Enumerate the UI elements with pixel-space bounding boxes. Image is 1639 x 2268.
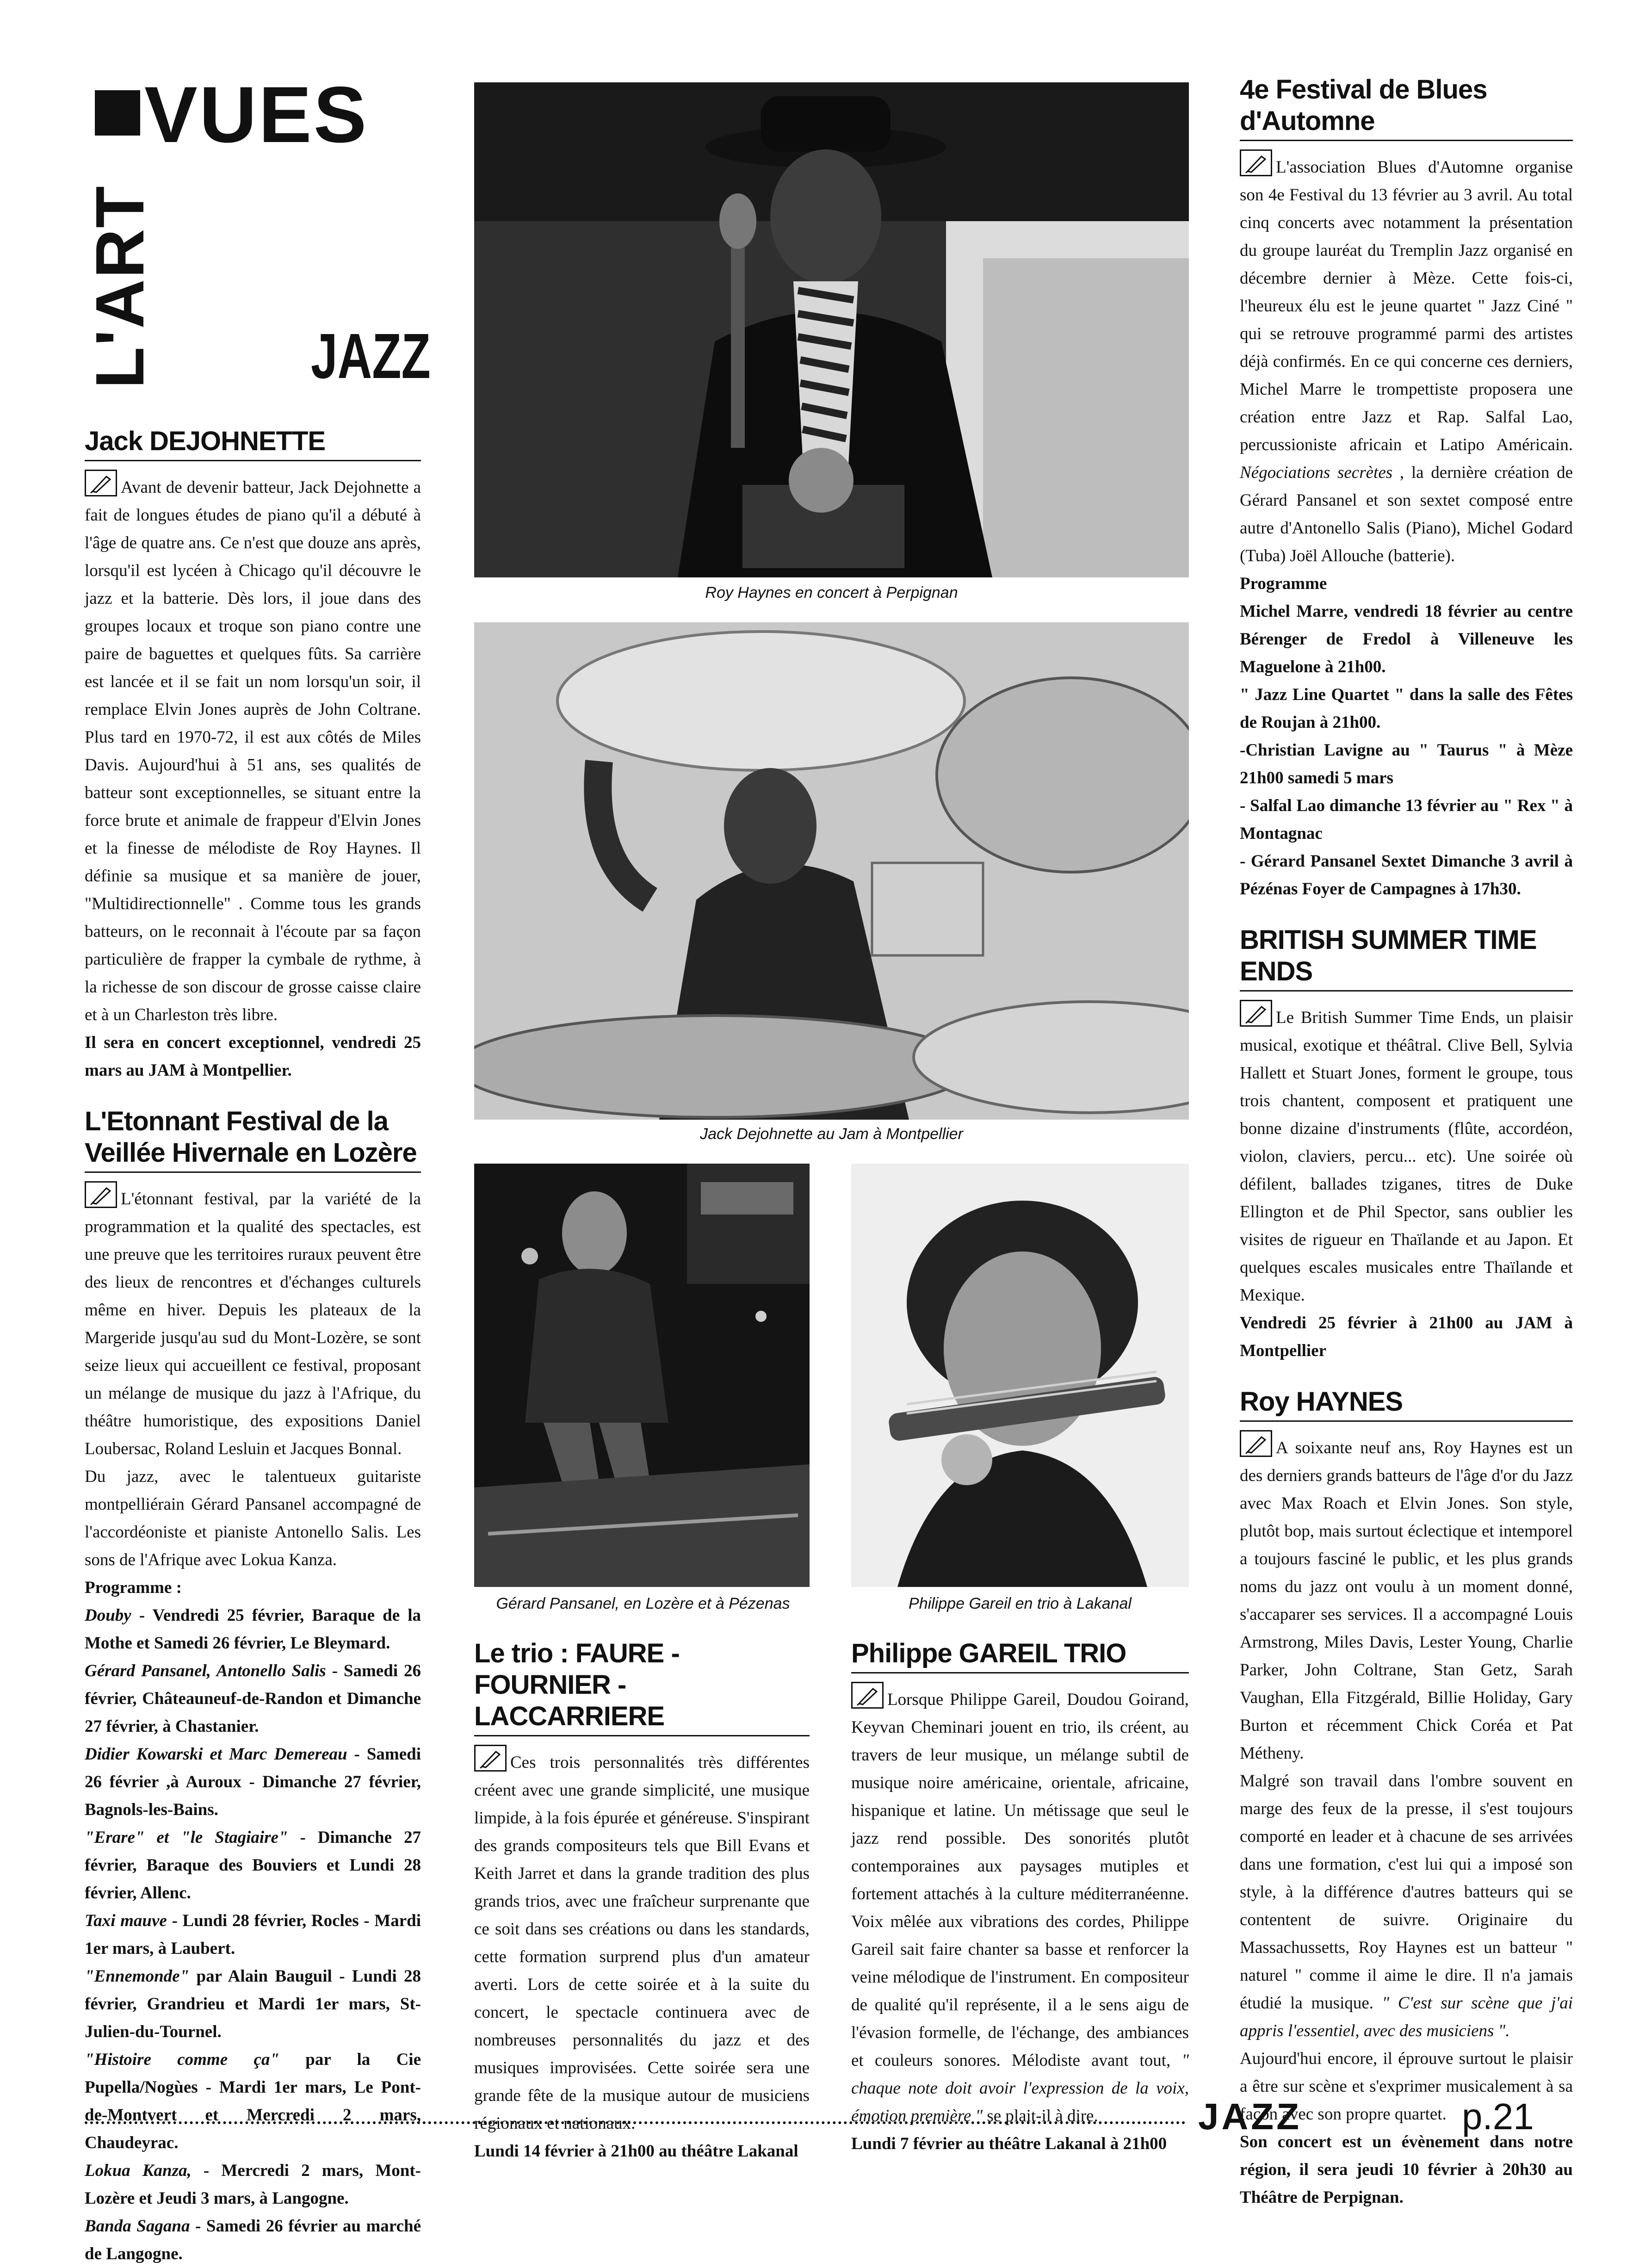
trio-heading-line1: Le trio : FAURE - FOURNIER - — [474, 1638, 680, 1700]
lozere-heading — [85, 1106, 421, 1173]
masthead-word-lart: L'ART — [82, 185, 158, 389]
haynes-concert: Son concert est un évènement dans notre région, il sera jeudi 10 février à 20h30 au Théâtre de Perpignan. — [1240, 2132, 1573, 2207]
lozere-program-list — [85, 1602, 421, 2268]
british-body: Le British Summer Time Ends, un plaisir musical, exotique et théâtral. Clive Bell, Sylvia Hallett et Stuart Jones, forment le groupe, tous trois chantent, composent et pratiquent une bonne dizaine d'instruments (flûte, accordéon, violon, claviers, percu... etc). Une soirée où défilent, ballades tziganes, titres de Duke Ellington et de Phil Spector, sans oublier les visites de rigueur en Thaïlande et au Japon. Et quelques escales musicales entre Thaïlande et Mexique. — [1240, 1000, 1573, 1309]
list-item: Michel Marre, vendredi 18 février au centre Bérenger de Fredol à Villeneuve les Maguelone à 21h00. — [1240, 602, 1573, 676]
dejohnette-concert: Il sera en concert exceptionnel, vendredi 25 mars au JAM à Montpellier. — [85, 1033, 421, 1080]
caption-gerard-pansanel: Gérard Pansanel, en Lozère et à Pézenas — [496, 1595, 790, 1612]
list-item: "Histoire comme ça" par la Cie Pupella/Nogùes - Mardi 1er mars, Le Pont-de-Montvert et Mercredi 2 mars, Chaudeyrac. — [85, 2050, 421, 2152]
british-heading: BRITISH SUMMER TIME ENDS — [1240, 924, 1573, 991]
masthead-word-vues: VUES — [144, 70, 369, 159]
list-item: - Gérard Pansanel Sextet Dimanche 3 avril à Pézénas Foyer de Campagnes à 17h30. — [1240, 852, 1573, 899]
list-item: - Salfal Lao dimanche 13 février au " Rex " à Montagnac — [1240, 796, 1573, 843]
gareil-date: Lundi 7 février au théâtre Lakanal à 21h00 — [851, 2134, 1167, 2153]
page-number: p.21 — [1462, 2096, 1534, 2137]
list-item: Douby - Vendredi 25 février, Baraque de la Mothe et Samedi 26 février, Le Bleymard. — [85, 1606, 421, 1653]
lozere-program-label: Programme : — [85, 1578, 182, 1597]
list-item: Banda Sagana - Samedi 26 février au marché de Langogne. — [85, 2217, 421, 2263]
masthead-section-jazz: JAZZ — [311, 321, 431, 392]
blues-program-list — [1240, 598, 1573, 903]
caption-jack-dejohnette: Jack Dejohnette au Jam à Montpellier — [700, 1125, 963, 1143]
footer-dotted-rule — [85, 2121, 1186, 2124]
caption-philippe-gareil: Philippe Gareil en trio à Lakanal — [909, 1595, 1132, 1612]
dejohnette-body: Avant de devenir batteur, Jack Dejohnette a fait de longues études de piano qu'il a débuté à l'âge de quatre ans. Ce n'est que douze ans après, lorsqu'il est lycéen à Chicago qu'il découvre le jazz et la batterie. Dès lors, il joue dans des groupes locaux et troque son piano contre une paire de baguettes et quelques fûts. Sa carrière est lancée et il se fait un nom lorsqu'un soir, il remplace Elvin Jones auprès de John Coltrane. Plus tard en 1970-72, il est aux côtés de Miles Davis. Aujourd'hui à 51 ans, ses qualités de batteur sont exceptionnelles, se situant entre la force brute et animale de frappeur d'Elvin Jones et la finesse de mélodiste de Roy Haynes. Il définie sa musique et sa manière de jouer, "Multidirectionnelle" . Comme tous les grands batteurs, on le reconnait à l'écoute par sa façon particulière de frapper la cymbale de rythme, à la richesse de son discour de grosse caisse claire et à un Charleston très libre. — [85, 470, 421, 1029]
british-date: Vendredi 25 février à 21h00 au JAM à Montpellier — [1240, 1314, 1573, 1360]
pen-icon — [1240, 149, 1272, 176]
blues-program-label: Programme — [1240, 574, 1327, 593]
haynes-body-intro: A soixante neuf ans, Roy Haynes est un des derniers grands batteurs de l'âge d'or du Jazz avec Max Roach et Elvin Jones. Son style, plutôt bop, mais surtout éclectique et intemporel a toujours fasciné le public, et les plus grands noms du jazz ont voulu à un moment donné, s'accaparer ses services. Il a accompagné Louis Armstrong, Miles Davis, Lester Young, Charlie Parker, John Coltrane, Stan Getz, Sarah Vaughan, Ella Fitzgérald, Billie Holiday, Gary Burton et récemment Chick Coréa et Pat Métheny. — [1240, 1430, 1573, 1767]
pen-icon — [1240, 1430, 1272, 1457]
list-item: Gérard Pansanel, Antonello Salis - Samedi 26 février, Châteauneuf-de-Randon et Dimanche 27 février, à Chastanier. — [85, 1661, 421, 1736]
trio-date: Lundi 14 février à 21h00 au théâtre Lakanal — [474, 2142, 798, 2161]
haynes-body-today: Aujourd'hui encore, il éprouve surtout le plaisir a être sur scène et s'exprimer musicalement à sa façon avec son propre quartet. — [1240, 2049, 1573, 2124]
blues-heading: 4e Festival de Blues d'Automne — [1240, 74, 1573, 141]
list-item: Taxi mauve - Lundi 28 février, Rocles - Mardi 1er mars, à Laubert. — [85, 1911, 421, 1958]
list-item: " Jazz Line Quartet " dans la salle des Fêtes de Roujan à 21h00. — [1240, 685, 1573, 732]
footer-section: JAZZ — [1198, 2096, 1302, 2137]
pen-icon — [851, 1682, 884, 1709]
photo-jack-dejohnette — [474, 622, 1189, 1120]
list-item: -Christian Lavigne au " Taurus " à Mèze 21h00 samedi 5 mars — [1240, 741, 1573, 787]
haynes-body-career: Malgré son travail dans l'ombre souvent en marge des feux de la presse, il s'est toujours comporté en leader et à chacune de ses arrivées dans une formation, c'est lui qui a imposé son style, à la différence d'autres batteurs qui se contentent de suivre. Originaire du Massachussetts, Roy Haynes est un batteur " naturel " comme il aime le dire. Il n'a jamais étudié la musique. " C'est sur scène que j'ai appris l'essentiel, avec des musiciens ". — [1240, 1772, 1573, 2040]
trio-article — [474, 1638, 810, 2165]
trio-heading — [474, 1638, 810, 1736]
lozere-body-intro: L'étonnant festival, par la variété de la programmation et la qualité des spectacles, est une preuve que les territoires ruraux peuvent être des lieux de rencontres et d'échanges culturels même en hiver. Depuis les plateaux de la Margeride jusqu'au sud du Mont-Lozère, se sont seize lieux qui accueillent ce festival, proposant un mélange de musique du jazz à l'Afrique, du théâtre humoristique, des expositions Daniel Loubersac, Roland Lesluin et Jacques Bonnal. — [85, 1181, 421, 1463]
photo-roy-haynes-art — [474, 82, 1189, 577]
lozere-heading-line2: Veillée Hivernale en Lozère — [85, 1138, 417, 1168]
haynes-heading: Roy HAYNES — [1240, 1386, 1573, 1422]
caption-roy-haynes: Roy Haynes en concert à Perpignan — [705, 584, 958, 601]
photo-jack-dejohnette-art — [474, 622, 1189, 1120]
pen-icon — [474, 1745, 507, 1772]
gareil-article — [851, 1638, 1189, 2158]
dejohnette-heading: Jack DEJOHNETTE — [85, 426, 421, 461]
list-item: "Ennemonde" par Alain Bauguil - Lundi 28 février, Grandrieu et Mardi 1er mars, St-Julien-du-Tournel. — [85, 1967, 421, 2041]
trio-body: Ces trois personnalités très différentes créent avec une grande simplicité, une musique limpide, à la fois épurée et généreuse. S'inspirant des grands compositeurs tels que Bill Evans et Keith Jarret et dans la grande tradition des plus grands trios, avec une fraîcheur surprenante que ce soit dans ses créations ou dans les standards, cette formation surprend plus d'un amateur averti. Lors de cette soirée et à la suite du concert, le spectacle continuera avec de nombreuses personnalités du jazz et des musiques improvisées. Cette soirée sera une grande fête de la musique autour de musiciens régionaux et nationaux. — [474, 1745, 810, 2138]
photo-gerard-pansanel-art — [474, 1164, 810, 1587]
photo-philippe-gareil — [851, 1164, 1189, 1587]
pen-icon — [85, 1181, 117, 1208]
blues-body: L'association Blues d'Automne organise son 4e Festival du 13 février au 3 avril. Au total cinq concerts avec notamment la présentation du groupe lauréat du Tremplin Jazz organisé en décembre dernier à Mèze. Cette fois-ci, l'heureux élu est le jeune quartet " Jazz Ciné " qui se retrouve programmé parmi des artistes déjà confirmés. En ce qui concerne ces derniers, Michel Marre le trompettiste proposera une création entre Jazz et Rap. Salfal Lao, percussioniste africain et Latipo Américain. Négociations secrètes , la dernière création de Gérard Pansanel et son sextet composé entre autre d'Antonello Salis (Piano), Michel Godard (Tuba) Joël Allouche (batterie). — [1240, 149, 1573, 570]
list-item: Didier Kowarski et Marc Demereau - Samedi 26 février ,à Auroux - Dimanche 27 février, Bagnols-les-Bains. — [85, 1745, 421, 1819]
photo-philippe-gareil-art — [851, 1164, 1189, 1587]
column-left — [85, 426, 421, 2268]
column-right — [1240, 74, 1573, 2212]
masthead-black-square — [95, 90, 140, 136]
lozere-body-jazz: Du jazz, avec le talentueux guitariste montpelliérain Gérard Pansanel accompagné de l'accordéoniste et pianiste Antonello Salis. Les sons de l'Afrique avec Lokua Kanza. — [85, 1467, 421, 1569]
list-item: "Erare" et "le Stagiaire" - Dimanche 27 février, Baraque des Bouviers et Lundi 28 février, Allenc. — [85, 1828, 421, 1902]
pen-icon — [1240, 1000, 1272, 1027]
gareil-body: Lorsque Philippe Gareil, Doudou Goirand, Keyvan Cheminari jouent en trio, ils créent, au travers de leur musique, un mélange subtil de musique noire américaine, orientale, africaine, hispanique et latine. Un métissage que seul le jazz rend possible. Des sonorités plutôt contemporaines aux paysages mutiples et fortement attachés à la culture méditerranéenne. Voix mêlée aux vibrations des cordes, Philippe Gareil sait faire chanter sa basse et renforcer la veine mélodique de l'instrument. En compositeur de qualité qu'il représente, il a le sens aigu de l'évasion formelle, de l'échange, des ambiances et couleurs sonores. Mélodiste avant tout, " chaque note doit avoir l'expression de la voix, émotion première " se plait-il à dire. — [851, 1682, 1189, 2130]
list-item: Lokua Kanza, - Mercredi 2 mars, Mont-Lozère et Jeudi 3 mars, à Langogne. — [85, 2161, 421, 2208]
lozere-heading-line1: L'Etonnant Festival de la — [85, 1106, 388, 1136]
photo-gerard-pansanel — [474, 1164, 810, 1587]
trio-heading-line2: LACCARRIERE — [474, 1701, 665, 1731]
pen-icon — [85, 470, 117, 496]
gareil-heading: Philippe GAREIL TRIO — [851, 1638, 1189, 1673]
photo-roy-haynes — [474, 82, 1189, 577]
